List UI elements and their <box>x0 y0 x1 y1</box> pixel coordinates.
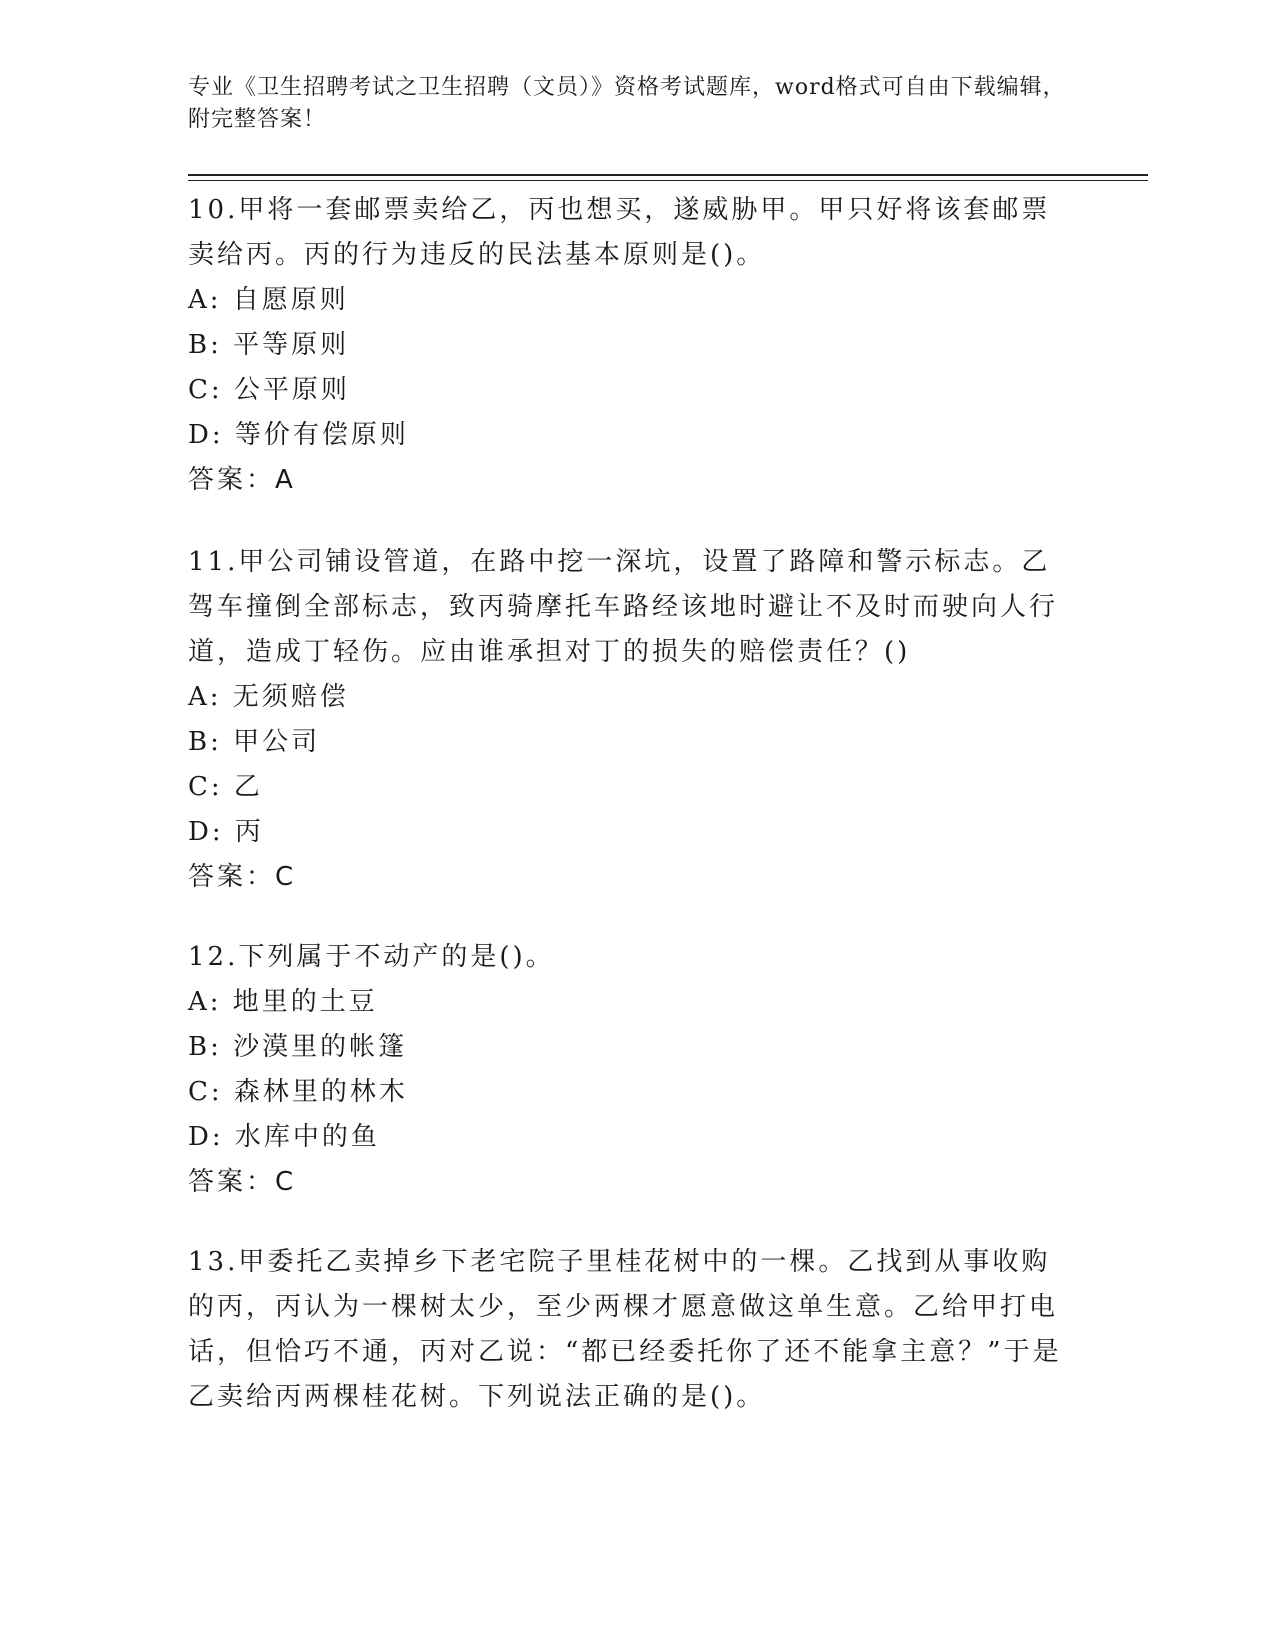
option-b: B: 甲公司 <box>188 727 321 757</box>
question-stem: 12.下列属于不动产的是()。 <box>188 942 555 972</box>
option-a: A: 无须赔偿 <box>188 682 349 712</box>
option-d: D: 丙 <box>188 817 264 847</box>
option-d: D: 水库中的鱼 <box>188 1122 380 1152</box>
option-a: A: 自愿原则 <box>188 285 349 315</box>
option-c: C: 森林里的林木 <box>188 1077 408 1107</box>
option-d: D: 等价有偿原则 <box>188 420 409 450</box>
option-b: B: 沙漠里的帐篷 <box>188 1032 408 1062</box>
header-rule-thin <box>188 180 1148 181</box>
answer: 答案：C <box>188 1167 297 1197</box>
answer: 答案：C <box>188 862 297 892</box>
option-c: C: 乙 <box>188 772 263 802</box>
option-c: C: 公平原则 <box>188 375 350 405</box>
question-stem: 10.甲将一套邮票卖给乙，丙也想买，遂威胁甲。甲只好将该套邮票卖给丙。丙的行为违反的民法基本原则是()。 <box>188 195 1051 270</box>
answer: 答案：A <box>188 465 296 495</box>
question-13 <box>188 1240 1068 1420</box>
option-b: B: 平等原则 <box>188 330 350 360</box>
question-stem: 13.甲委托乙卖掉乡下老宅院子里桂花树中的一棵。乙找到从事收购的丙，丙认为一棵树太少，至少两棵才愿意做这单生意。乙给甲打电话，但恰巧不通，丙对乙说：“都已经委托你了还不能拿主意？”于是乙卖给丙两棵桂花树。下列说法正确的是()。 <box>188 1247 1062 1412</box>
document-header: 专业《卫生招聘考试之卫生招聘（文员）》资格考试题库，word格式可自由下载编辑，附完整答案！ <box>188 75 1066 132</box>
header-rule-thick <box>188 174 1148 176</box>
question-11 <box>188 540 1068 900</box>
question-12 <box>188 935 1068 1205</box>
question-stem: 11.甲公司铺设管道，在路中挖一深坑，设置了路障和警示标志。乙驾车撞倒全部标志，致丙骑摩托车路经该地时避让不及时而驶向人行道，造成丁轻伤。应由谁承担对丁的损失的赔偿责任？() <box>188 547 1059 667</box>
question-10 <box>188 188 1068 503</box>
option-a: A: 地里的土豆 <box>188 987 378 1017</box>
